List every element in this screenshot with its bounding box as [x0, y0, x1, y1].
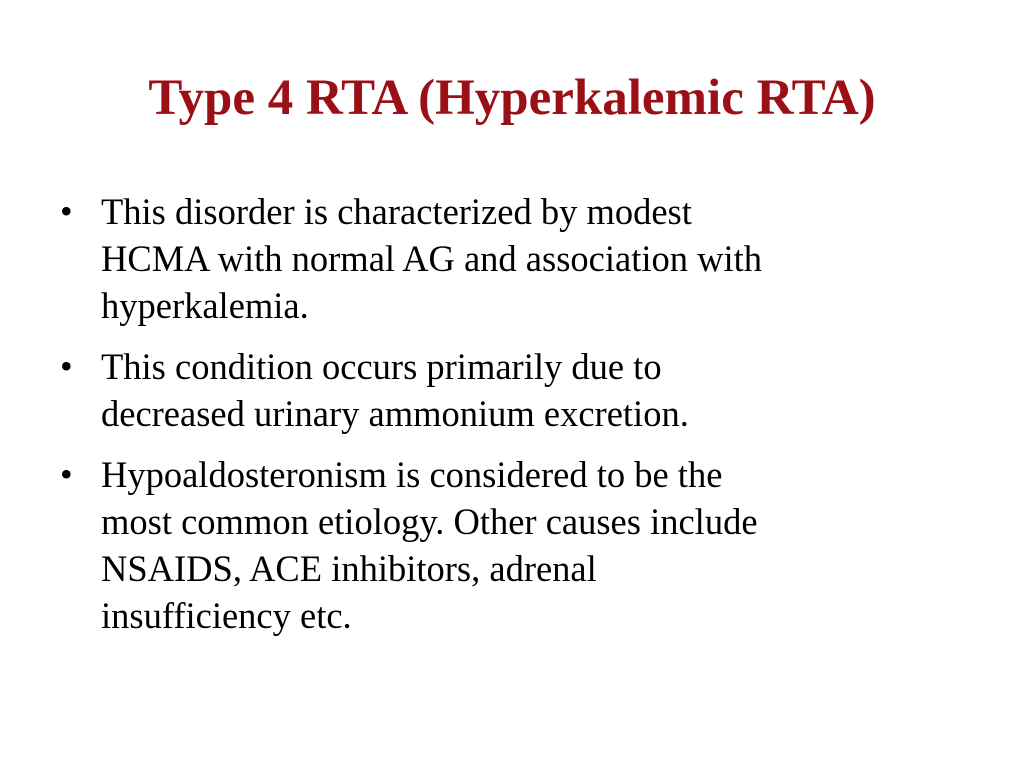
slide-title: Type 4 RTA (Hyperkalemic RTA) [148, 70, 876, 126]
bullet-3-line-3: NSAIDS, ACE inhibitors, adrenal [101, 548, 597, 589]
bullet-3-line-2: most common etiology. Other causes include [101, 501, 758, 542]
bullet-dot-icon: • [60, 346, 73, 386]
bullet-1-line-1: This disorder is characterized by modest [101, 191, 692, 232]
bullet-1-line-2: HCMA with normal AG and association with [101, 238, 763, 279]
bullet-1-line-3: hyperkalemia. [101, 285, 309, 326]
bullet-item-1 [56, 188, 956, 329]
bullet-2-line-2: decreased urinary ammonium excretion. [101, 393, 689, 434]
bullet-3-line-4: insufficiency etc. [101, 595, 352, 636]
bullet-2-line-1: This condition occurs primarily due to [101, 346, 662, 387]
bullet-item-2 [56, 343, 956, 437]
bullet-dot-icon: • [60, 454, 73, 494]
bullet-item-3 [56, 451, 956, 639]
bullet-list [56, 188, 956, 653]
bullet-dot-icon: • [60, 191, 73, 231]
bullet-3-line-1: Hypoaldosteronism is considered to be the [101, 454, 723, 495]
